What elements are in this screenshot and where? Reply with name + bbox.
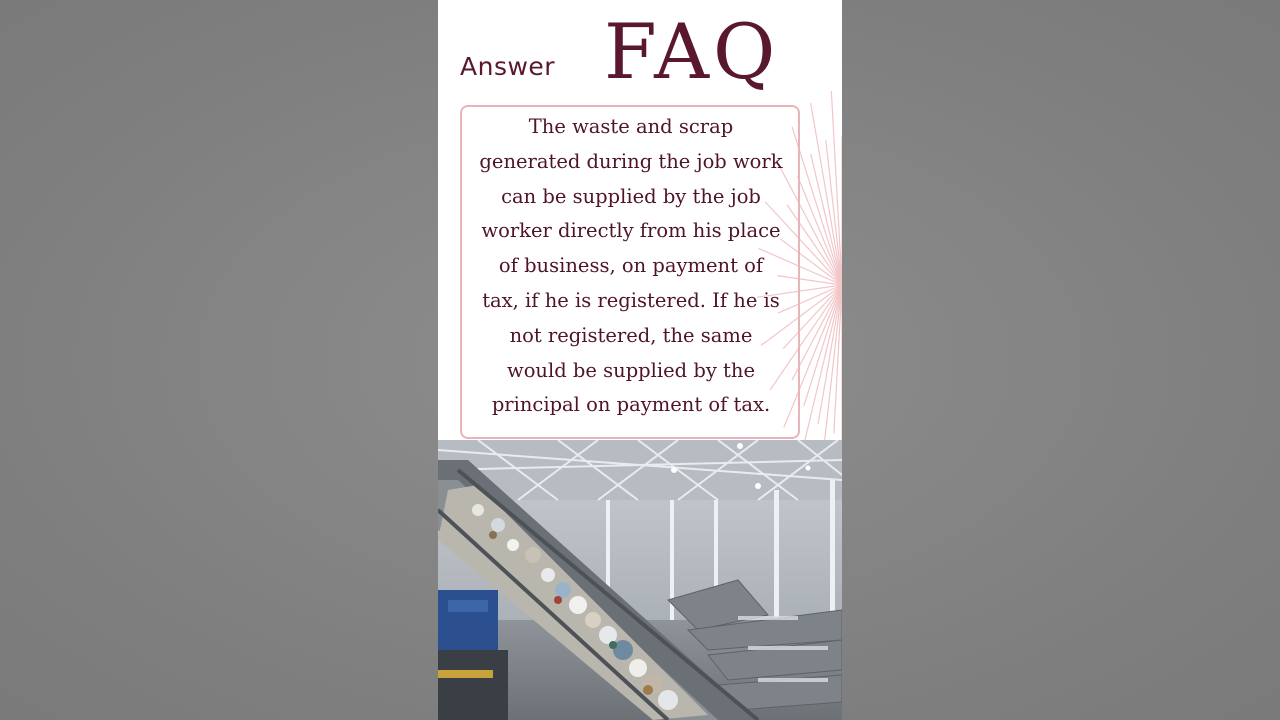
faq-card bbox=[438, 0, 842, 720]
answer-line: generated during the job work bbox=[479, 149, 783, 173]
sunburst-ray bbox=[801, 285, 842, 440]
recycling-plant-photo bbox=[438, 440, 842, 720]
sunburst-ray bbox=[826, 140, 842, 285]
answer-line: can be supplied by the job bbox=[501, 184, 761, 208]
page-title: FAQ bbox=[604, 7, 780, 96]
answer-line: tax, if he is registered. If he is bbox=[482, 288, 780, 312]
answer-line: not registered, the same bbox=[509, 323, 753, 347]
answer-line: of business, on payment of bbox=[498, 254, 764, 278]
answer-line: worker directly from his place bbox=[481, 219, 781, 243]
answer-line: principal on payment of tax. bbox=[491, 393, 771, 417]
answer-line: would be supplied by the bbox=[507, 358, 755, 382]
answer-line: The waste and scrap bbox=[528, 115, 734, 138]
answer-text bbox=[466, 110, 796, 423]
answer-label: Answer bbox=[460, 52, 556, 81]
